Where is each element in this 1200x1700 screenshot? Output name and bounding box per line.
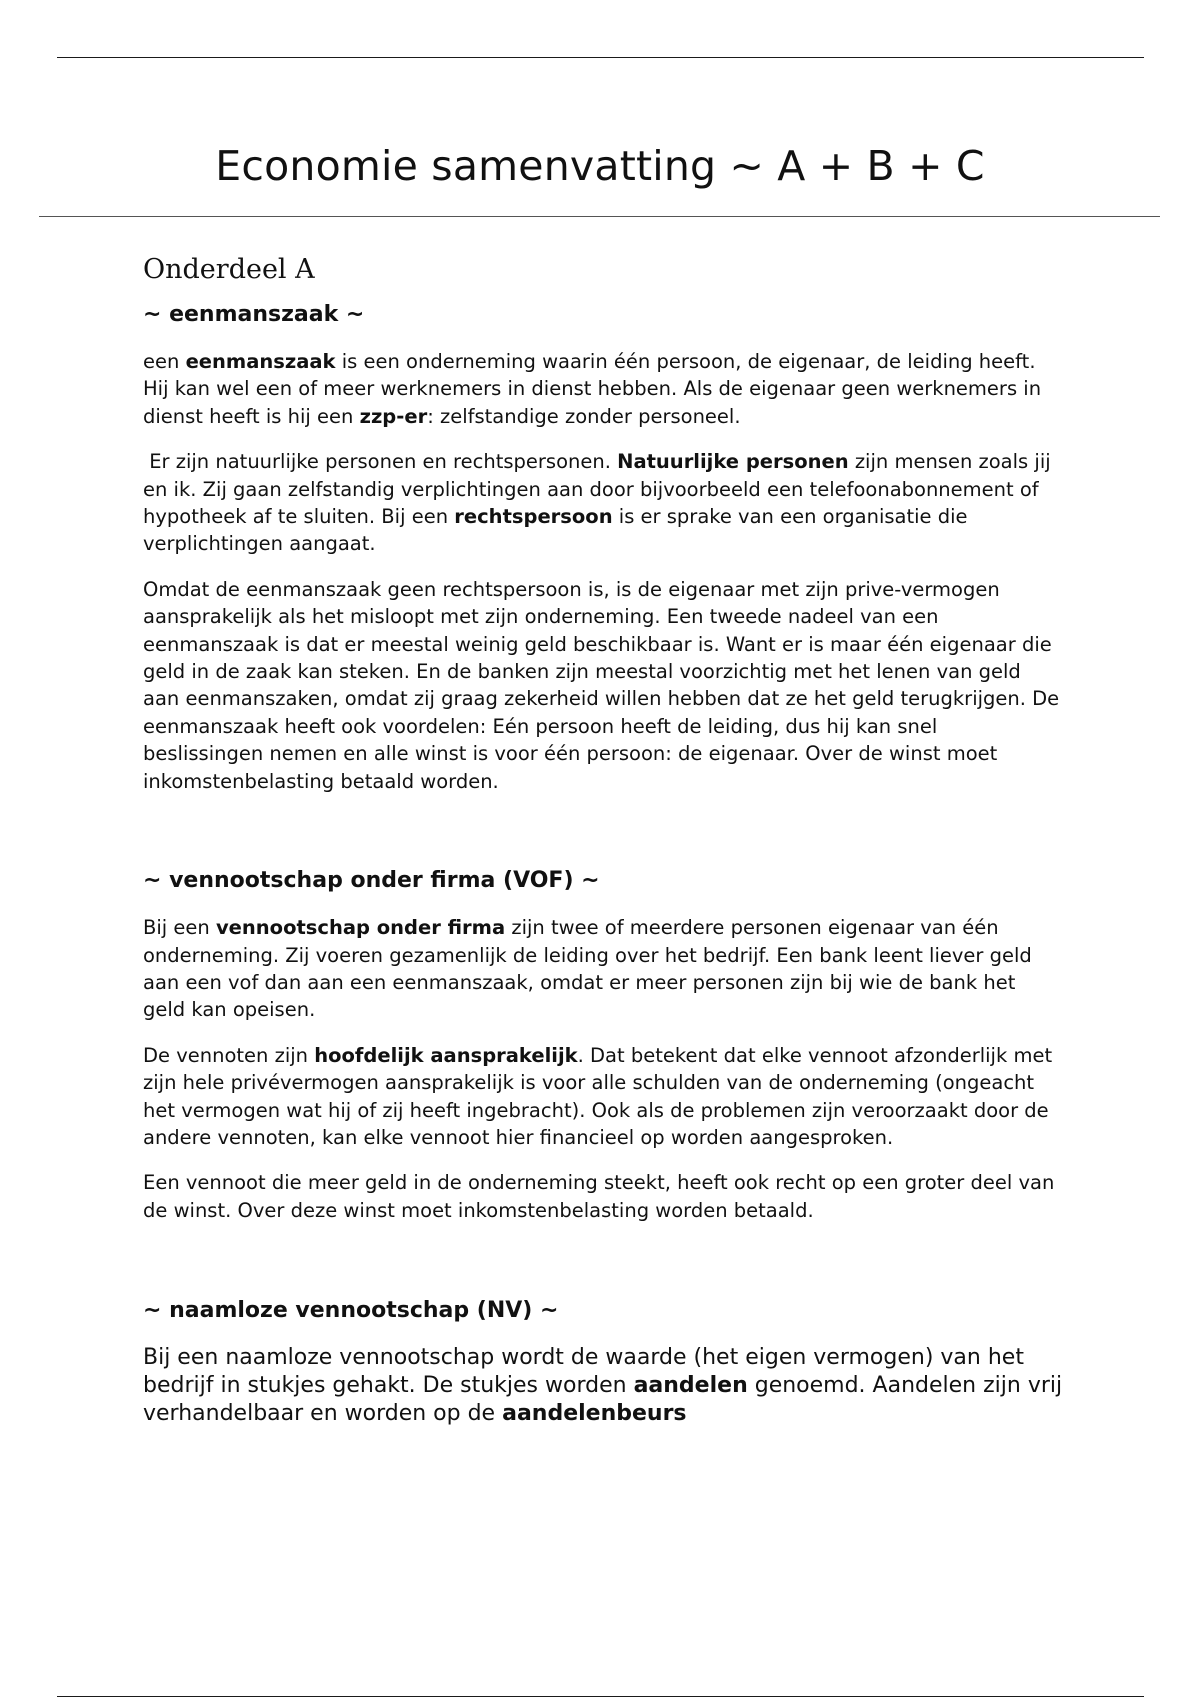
text-run: . Dat betekent dat elke vennoot afzonderlijk met zijn hele privévermogen aansprakelijk is voor alle schulden van de onderneming (ongeacht het vermogen wat hij of zij heeft ingebracht). Ook als de problemen zijn veroorzaakt door de andere vennoten, kan elke vennoot hier financieel op worden aangesproken. <box>143 1043 1053 1149</box>
text-run: is er sprake van een organisatie die verplichtingen aangaat. <box>143 505 968 556</box>
text-run: een <box>143 350 186 373</box>
paragraph <box>143 576 1063 795</box>
bold-term: aandelen <box>633 1373 748 1399</box>
top-rule <box>57 57 1144 58</box>
paragraph <box>143 1042 1063 1152</box>
paragraph <box>143 348 1063 430</box>
paragraph <box>143 448 1063 558</box>
section-spacer <box>143 813 1063 866</box>
section-heading-eenmanszaak: ~ eenmanszaak ~ <box>143 302 365 327</box>
paragraph <box>143 1169 1063 1224</box>
title-underline <box>39 216 1160 217</box>
text-run: : zelfstandige zonder personeel. <box>427 404 741 428</box>
text-run: Een vennoot die meer geld in de onderneming steekt, heeft ook recht op een groter deel van de winst. Over deze winst moet inkomstenbelasting worden betaald. <box>143 1171 1055 1222</box>
bold-term: hoofdelijk aansprakelijk <box>314 1043 578 1067</box>
text-run: is een onderneming waarin één persoon, de eigenaar, de leiding heeft. Hij kan wel een of meer werknemers in dienst hebben. Als de eigenaar geen werknemers in dienst heeft is hij een <box>143 350 1042 428</box>
text-run: genoemd. Aandelen zijn vrij verhandelbaar en worden op de <box>143 1373 1063 1427</box>
bold-term: rechtspersoon <box>454 505 613 529</box>
paragraph <box>143 914 1063 1024</box>
bottom-rule <box>57 1696 1144 1697</box>
text-run: Er zijn natuurlijke personen en rechtspersonen. <box>143 450 618 474</box>
section-heading-vof: ~ vennootschap onder firma (VOF) ~ <box>143 868 600 894</box>
text-run: De vennoten zijn <box>143 1043 315 1067</box>
text-run: Bij een <box>143 916 216 940</box>
section-heading-nv: ~ naamloze vennootschap (NV) ~ <box>143 1298 559 1324</box>
bold-term: zzp-er <box>359 404 428 428</box>
bold-term: aandelenbeurs <box>502 1401 687 1427</box>
bold-term: Natuurlijke personen <box>617 450 849 474</box>
text-run: Bij een naamloze vennootschap wordt de waarde (het eigen vermogen) van het bedrijf in stukjes gehakt. De stukjes worden <box>143 1345 1024 1399</box>
bold-term: eenmanszaak <box>185 350 336 373</box>
text-run: Omdat de eenmanszaak geen rechtspersoon is, is de eigenaar met zijn prive-vermogen aansprakelijk als het misloopt met zijn onderneming. Een tweede nadeel van een eenmanszaak is dat er meestal weinig geld beschikbaar is. Want er is maar één eigenaar die geld in de zaak kan steken. En de banken zijn meestal voorzichtig met het lenen van geld aan eenmanszaken, omdat zij graag zekerheid willen hebben dat ze het geld terugkrijgen. De eenmanszaak heeft ook voordelen: Eén persoon heeft de leiding, dus hij kan snel beslissingen nemen en alle winst is voor één persoon: de eigenaar. Over de winst moet inkomstenbelasting betaald worden. <box>143 577 1060 793</box>
text-run: zijn twee of meerdere personen eigenaar van één onderneming. Zij voeren gezamenlijk de leiding over het bedrijf. Een bank leent liever geld aan een vof dan aan een eenmanszaak, omdat er meer personen zijn bij wie de bank het geld kan opeisen. <box>143 916 1032 1022</box>
part-heading: Onderdeel A <box>143 254 315 285</box>
paragraph <box>143 1344 1063 1428</box>
text-run: zijn mensen zoals jij en ik. Zij gaan zelfstandig verplichtingen aan door bijvoorbeeld een telefoonabonnement of hypotheek af te sluiten. Bij een <box>143 450 1051 529</box>
document-title: Economie samenvatting ~ A + B + C <box>215 142 985 190</box>
bold-term: vennootschap onder firma <box>215 916 506 940</box>
section-spacer <box>143 1242 1063 1296</box>
document-body <box>143 252 1063 1446</box>
